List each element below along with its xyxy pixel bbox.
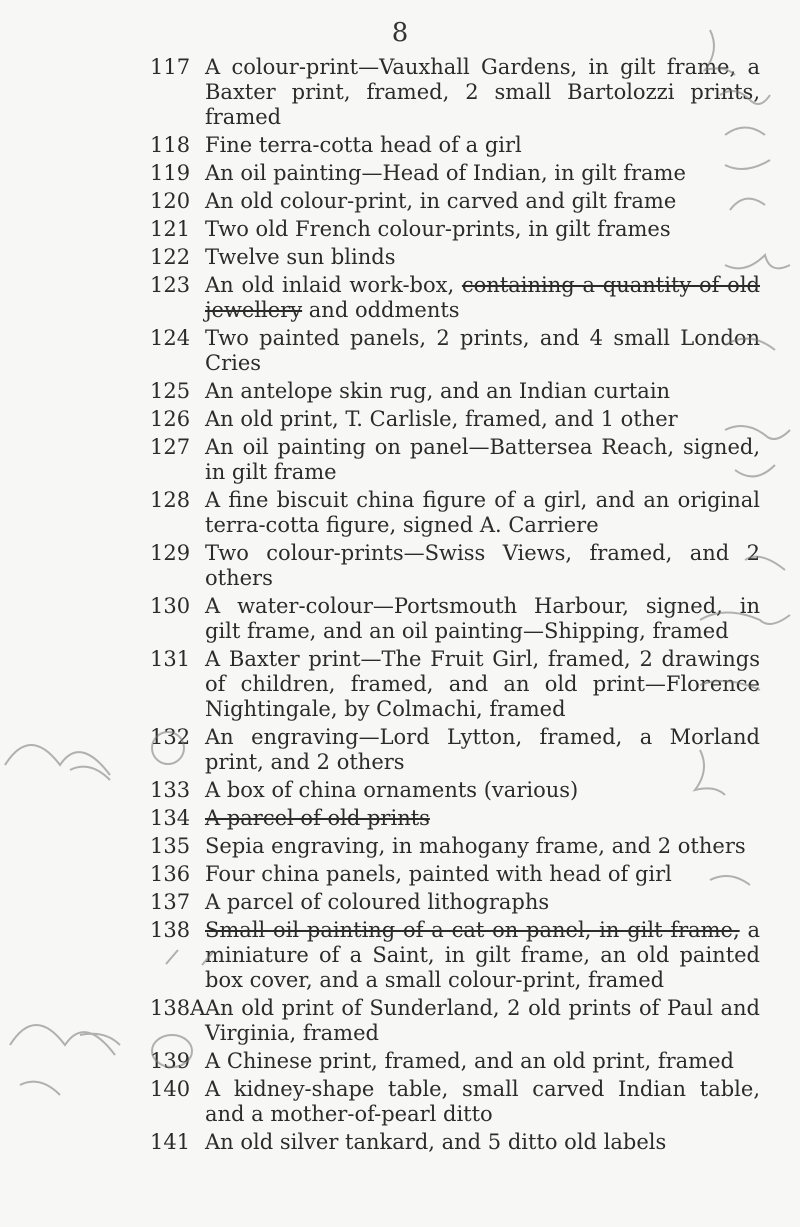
lot-number: 126 — [150, 407, 191, 431]
lot-description: A parcel of old prints — [205, 806, 430, 830]
lot-141 — [150, 1130, 790, 1155]
lot-number: 121 — [150, 217, 191, 241]
lot-description: Two painted panels, 2 prints, and 4 small London Cries — [205, 326, 760, 375]
lot-description: A colour-print—Vauxhall Gardens, in gilt frame, a Baxter print, framed, 2 small Bartolozzi prints, framed — [205, 55, 760, 129]
lot-number: 138A — [150, 996, 206, 1020]
lot-number: 120 — [150, 189, 191, 213]
lot-number: 124 — [150, 326, 191, 350]
lot-text: and oddments — [302, 298, 460, 322]
lot-description: A Chinese print, framed, and an old print, framed — [205, 1049, 734, 1073]
lot-121 — [150, 217, 790, 242]
lot-description: A parcel of coloured lithographs — [205, 890, 550, 914]
lot-134 — [150, 806, 790, 831]
lot-123 — [150, 273, 790, 323]
lot-description: An oil painting on panel—Battersea Reach, signed, in gilt frame — [205, 435, 760, 484]
lot-description: Fine terra-cotta head of a girl — [205, 133, 522, 157]
lot-137 — [150, 890, 790, 915]
lot-description: A kidney-shape table, small carved Indian table, and a mother-of-pearl ditto — [205, 1077, 760, 1126]
lot-138 — [150, 918, 790, 993]
lot-number: 119 — [150, 161, 191, 185]
lot-126 — [150, 407, 790, 432]
struck-text: containing a quantity of old jewellery — [205, 273, 760, 322]
lot-description — [205, 273, 760, 323]
lot-number: 122 — [150, 245, 191, 269]
lot-description: Four china panels, painted with head of girl — [205, 862, 672, 886]
lot-number: 140 — [150, 1077, 191, 1101]
lot-131 — [150, 647, 790, 722]
lot-140 — [150, 1077, 790, 1127]
lot-description: Sepia engraving, in mahogany frame, and 2 others — [205, 834, 746, 858]
lot-128 — [150, 488, 790, 538]
lot-description: An antelope skin rug, and an Indian curtain — [205, 379, 671, 403]
lot-number: 127 — [150, 435, 191, 459]
lot-number: 125 — [150, 379, 191, 403]
lot-117 — [150, 55, 790, 130]
struck-text: Small oil painting of a cat on panel, in gilt frame, — [205, 918, 740, 942]
lot-description: An old colour-print, in carved and gilt frame — [205, 189, 677, 213]
handwritten-mark — [20, 1082, 60, 1095]
lot-130 — [150, 594, 790, 644]
lot-132 — [150, 725, 790, 775]
lot-124 — [150, 326, 790, 376]
lot-number: 137 — [150, 890, 191, 914]
lot-118 — [150, 133, 790, 158]
lot-number: 138 — [150, 918, 191, 942]
lot-description — [205, 918, 760, 993]
lot-number: 141 — [150, 1130, 191, 1154]
lot-122 — [150, 245, 790, 270]
lot-text: a miniature of a Saint, in gilt frame, an old painted box cover, and a small colour-print, framed — [205, 918, 760, 992]
lot-description: A fine biscuit china figure of a girl, and an original terra-cotta figure, signed A. Carriere — [205, 488, 760, 537]
lot-description: A water-colour—Portsmouth Harbour, signed, in gilt frame, and an oil painting—Shipping, framed — [205, 594, 760, 643]
lot-136 — [150, 862, 790, 887]
lot-127 — [150, 435, 790, 485]
page-number: 8 — [391, 18, 409, 48]
lot-number: 131 — [150, 647, 191, 671]
lot-number: 123 — [150, 273, 191, 297]
lot-129 — [150, 541, 790, 591]
lot-number: 136 — [150, 862, 191, 886]
lot-text: An old inlaid work-box, — [205, 273, 462, 297]
lot-120 — [150, 189, 790, 214]
lot-133 — [150, 778, 790, 803]
lot-number: 117 — [150, 55, 191, 79]
lot-number: 135 — [150, 834, 191, 858]
lot-description: A box of china ornaments (various) — [205, 778, 579, 802]
lot-description: An oil painting—Head of Indian, in gilt frame — [205, 161, 686, 185]
lot-number: 128 — [150, 488, 191, 512]
lot-description: Twelve sun blinds — [205, 245, 396, 269]
handwritten-mark — [5, 745, 110, 780]
lot-description: An old print, T. Carlisle, framed, and 1 other — [205, 407, 678, 431]
lot-number: 130 — [150, 594, 191, 618]
lot-number: 129 — [150, 541, 191, 565]
lot-138a — [150, 996, 790, 1046]
lot-135 — [150, 834, 790, 859]
lot-119 — [150, 161, 790, 186]
lot-description: An engraving—Lord Lytton, framed, a Morland print, and 2 others — [205, 725, 760, 774]
lot-description: Two old French colour-prints, in gilt frames — [205, 217, 671, 241]
lot-125 — [150, 379, 790, 404]
lot-description: A Baxter print—The Fruit Girl, framed, 2 drawings of children, framed, and an old print—Florence Nightingale, by Colmachi, framed — [205, 647, 760, 721]
lot-description: Two colour-prints—Swiss Views, framed, and 2 others — [205, 541, 760, 590]
lot-description: An old print of Sunderland, 2 old prints of Paul and Virginia, framed — [205, 996, 760, 1045]
lot-number: 139 — [150, 1049, 191, 1073]
lot-number: 132 — [150, 725, 191, 749]
lot-number: 133 — [150, 778, 191, 802]
handwritten-mark — [10, 1025, 120, 1055]
lot-number: 134 — [150, 806, 191, 830]
lot-description: An old silver tankard, and 5 ditto old labels — [205, 1130, 667, 1154]
lot-139 — [150, 1049, 790, 1074]
lot-number: 118 — [150, 133, 191, 157]
lot-list — [150, 55, 790, 1158]
